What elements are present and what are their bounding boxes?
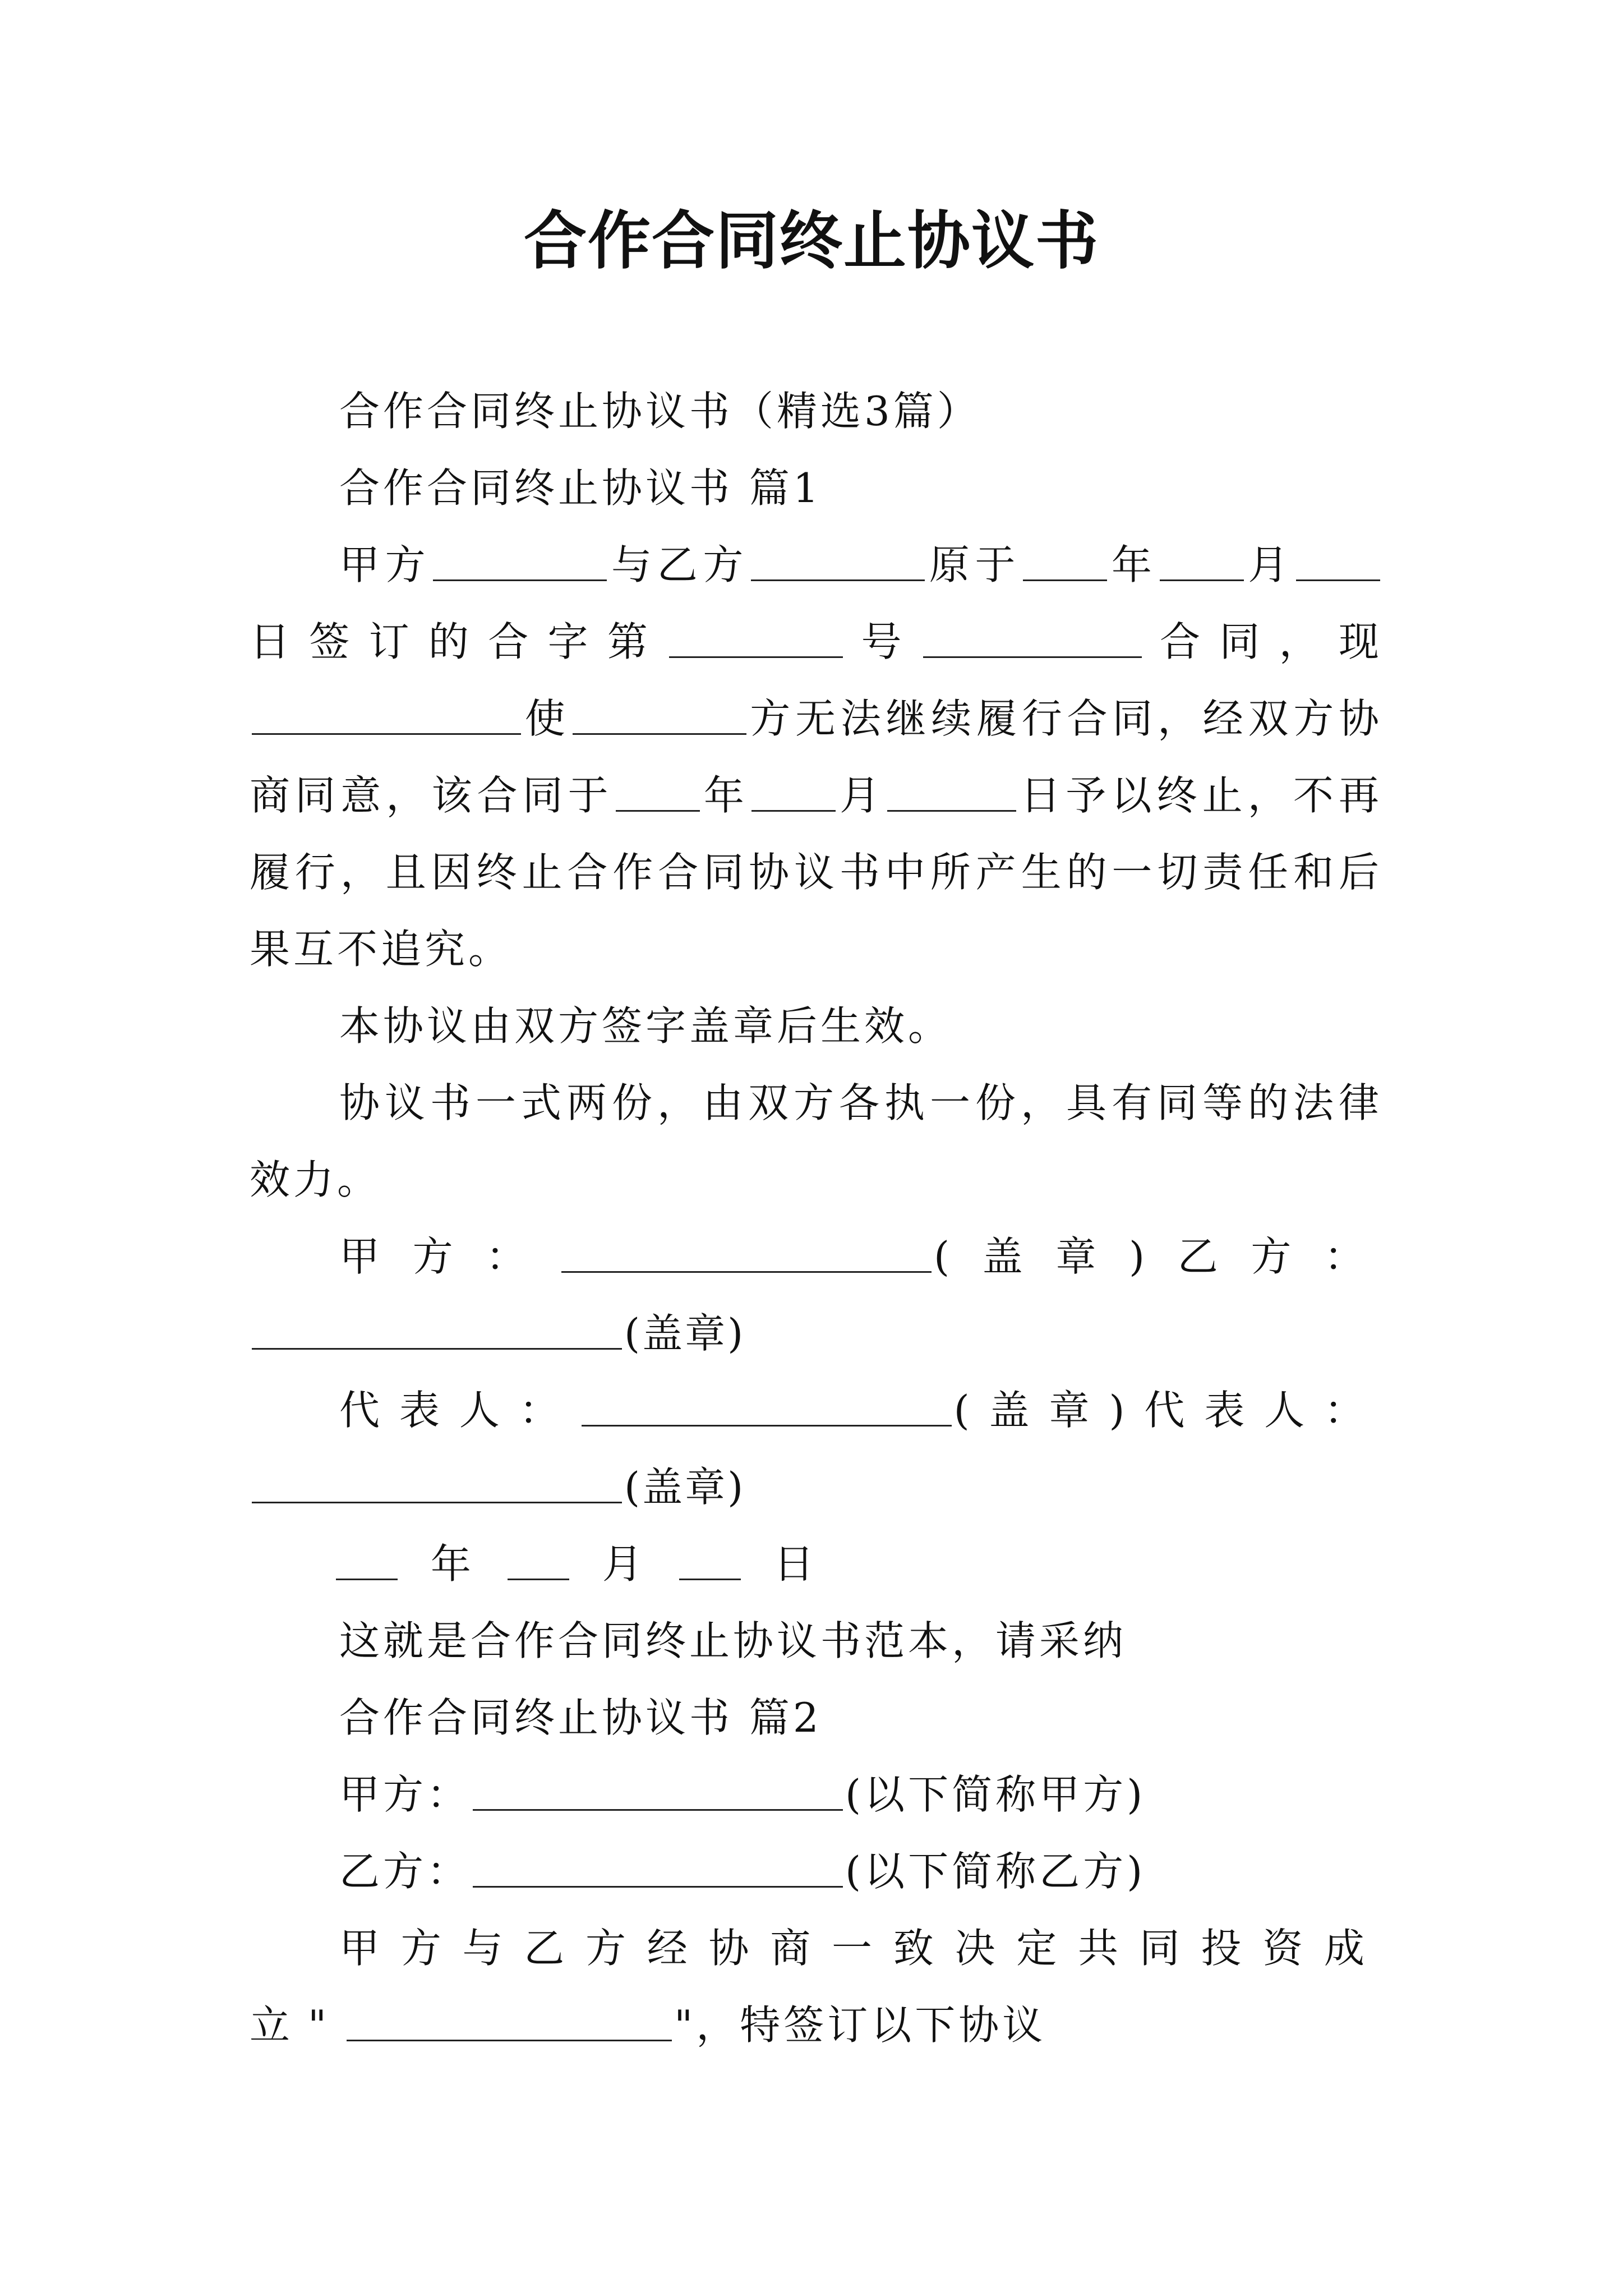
party-b-blank bbox=[751, 543, 925, 581]
clause-text: 日签订的合字第 bbox=[250, 618, 667, 665]
signature-text: (盖章)乙方： bbox=[933, 1233, 1382, 1280]
signature-date bbox=[250, 1526, 1382, 1603]
clause-text: 原于 bbox=[927, 541, 1021, 588]
clause-text: 年 bbox=[1109, 541, 1158, 588]
copies-clause bbox=[250, 1065, 1382, 1218]
party-b-label: 乙方： bbox=[339, 1848, 471, 1895]
clause-text: 甲方与乙方经协商一致决定共同投资成立" bbox=[250, 1925, 1382, 2049]
clause-text: "，特签订以下协议 bbox=[674, 2001, 1046, 2049]
copies-clause-text: 协议书一式两份，由双方各执一份，具有同等的法律效力。 bbox=[250, 1079, 1382, 1203]
signature-text: 代表人： bbox=[339, 1387, 579, 1434]
collection-heading-text: 合作合同终止协议书（精选3篇） bbox=[339, 388, 981, 435]
termination-clause bbox=[250, 527, 1382, 988]
clause-text: 方无法继续履行合同，经双方协商同意，该合同于 bbox=[250, 695, 1382, 819]
rep-a-signature-blank bbox=[582, 1388, 952, 1427]
signature-text: 甲方： bbox=[339, 1233, 559, 1280]
rep-b-signature-blank bbox=[252, 1465, 622, 1503]
party-a-note: (以下简称甲方) bbox=[845, 1771, 1146, 1818]
collection-heading bbox=[250, 373, 1382, 450]
clause-text: 甲方 bbox=[339, 541, 431, 588]
clause-text: 号 bbox=[845, 618, 921, 665]
sign-day-blank bbox=[679, 1542, 741, 1580]
party-a-blank bbox=[433, 543, 607, 581]
clause-text: 月 bbox=[837, 772, 886, 819]
part-1-heading bbox=[250, 450, 1382, 527]
end-month-blank bbox=[751, 774, 836, 812]
clause-text: 与乙方 bbox=[609, 541, 749, 588]
party-a-name-blank bbox=[473, 1773, 843, 1811]
party-b-signature-blank bbox=[252, 1312, 622, 1350]
clause-text: 月 bbox=[1246, 541, 1294, 588]
venture-name-blank bbox=[347, 2003, 672, 2041]
year-blank bbox=[1023, 543, 1107, 581]
contract-name-blank bbox=[923, 620, 1142, 658]
party-b-note: (以下简称乙方) bbox=[845, 1848, 1146, 1895]
party-blank bbox=[573, 697, 746, 735]
template-note bbox=[250, 1603, 1382, 1680]
party-b-name-blank bbox=[473, 1849, 843, 1888]
clause-text: 合同，现 bbox=[1144, 618, 1382, 665]
signature-text: (盖章) bbox=[624, 1310, 746, 1357]
end-year-blank bbox=[616, 774, 700, 812]
part-2-heading bbox=[250, 1680, 1382, 1756]
part-1-heading-text: 合作合同终止协议书 篇1 bbox=[339, 464, 822, 512]
sign-year-blank bbox=[336, 1542, 398, 1580]
party-a-line bbox=[250, 1756, 1382, 1833]
document-body bbox=[250, 373, 1382, 2064]
day-blank bbox=[1296, 543, 1380, 581]
party-a-label: 甲方： bbox=[339, 1771, 471, 1818]
party-a-signature-blank bbox=[561, 1235, 932, 1273]
signature-representatives bbox=[250, 1372, 1382, 1526]
contract-number-blank bbox=[669, 620, 843, 658]
document-title: 合作合同终止协议书 bbox=[524, 204, 1099, 278]
signature-parties bbox=[250, 1218, 1382, 1372]
date-text: 日 bbox=[773, 1540, 818, 1588]
date-text: 月 bbox=[602, 1540, 646, 1588]
signature-text: (盖章)代表人： bbox=[953, 1387, 1382, 1434]
party-b-line bbox=[250, 1833, 1382, 1910]
date-text: 年 bbox=[430, 1540, 474, 1588]
signature-text: (盖章) bbox=[624, 1464, 746, 1511]
end-day-blank bbox=[887, 774, 1016, 812]
template-note-text: 这就是合作合同终止协议书范本，请采纳 bbox=[339, 1617, 1127, 1664]
effective-clause-text: 本协议由双方签字盖章后生效。 bbox=[339, 1002, 952, 1050]
month-blank bbox=[1160, 543, 1244, 581]
clause-text: 年 bbox=[702, 772, 749, 819]
clause-text: 使 bbox=[523, 695, 570, 742]
sign-month-blank bbox=[508, 1542, 569, 1580]
part-2-heading-text: 合作合同终止协议书 篇2 bbox=[339, 1694, 822, 1741]
clause-text: 日予以终止，不再履行，且因终止合作合同协议书中所产生的一切责任和后果互不追究。 bbox=[250, 772, 1382, 973]
effective-clause bbox=[250, 988, 1382, 1065]
reason-blank bbox=[252, 697, 521, 735]
joint-venture-clause bbox=[250, 1910, 1382, 2064]
